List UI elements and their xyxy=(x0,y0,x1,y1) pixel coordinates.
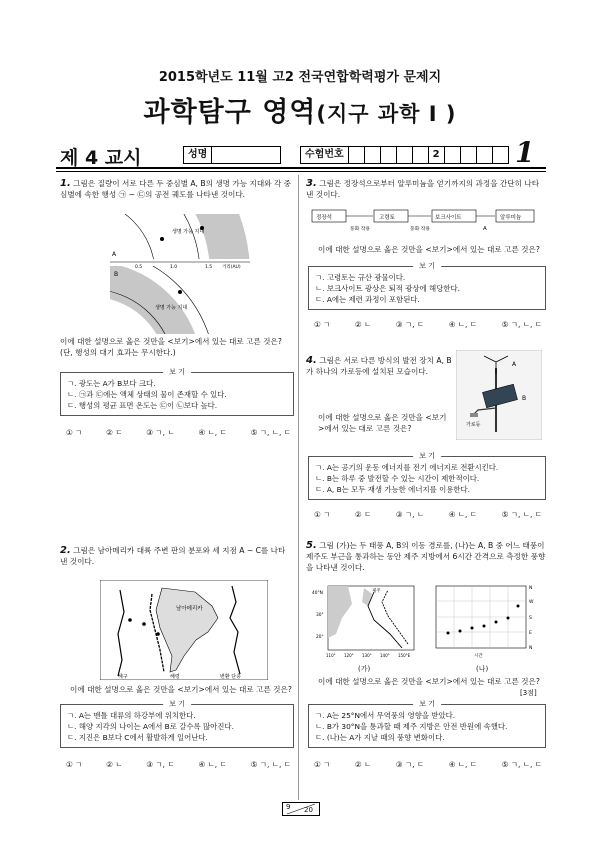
legend-trench: 해구 xyxy=(118,674,128,680)
exam-digit-cell xyxy=(397,147,413,163)
y-label: E xyxy=(529,631,532,636)
south-america-plate-map xyxy=(100,580,268,680)
page-title xyxy=(0,90,600,129)
question-4-prompt: 이에 대한 설명으로 옳은 것만을 <보기>에서 있는 대로 고른 것은? xyxy=(318,413,447,433)
answer-choice[interactable]: ⑤ ㄱ, ㄴ, ㄷ xyxy=(250,428,291,437)
bogi-header: 보 기 xyxy=(163,367,191,378)
bogi-statement: ㄷ. A에는 제련 과정이 포함된다. xyxy=(315,295,420,304)
x-axis-label: 시간 xyxy=(474,654,483,659)
bogi-statement: ㄴ. B는 하루 중 발전할 수 있는 시간이 제한적이다. xyxy=(315,474,480,483)
question-number: 3. xyxy=(306,178,317,189)
question-4-choices xyxy=(314,509,542,520)
figure-caption-b: (나) xyxy=(476,665,489,673)
lat-label: 20° xyxy=(316,635,324,640)
y-label: N xyxy=(529,646,533,651)
lamp-head xyxy=(470,413,478,417)
question-text: 그림은 정장석으로부터 알루미늄을 얻기까지의 과정을 간단히 나타낸 것이다. xyxy=(306,179,540,199)
current-page: 9 xyxy=(286,803,291,811)
lon-label: 140° xyxy=(380,653,390,658)
answer-choice[interactable]: ⑤ ㄱ, ㄴ, ㄷ xyxy=(501,510,542,519)
exam-digit-cell xyxy=(445,147,461,163)
exam-digit-cell: 2 xyxy=(429,147,445,163)
question-2-choices xyxy=(66,759,291,770)
exam-digit-cell xyxy=(477,147,493,163)
question-1-choices xyxy=(66,427,291,438)
point-a-marker xyxy=(128,618,132,622)
figure-caption-a: (가) xyxy=(358,665,371,673)
name-label: 성명 xyxy=(184,147,212,163)
exam-digit-cell xyxy=(365,147,381,163)
bogi-statement: ㄴ. ㉠과 ㉢에는 액체 상태의 물이 존재할 수 있다. xyxy=(67,390,227,399)
bogi-statement: ㄱ. A는 맨틀 대류의 하강부에 위치한다. xyxy=(67,711,196,720)
bogi-statement: ㄴ. 보크사이트 광상은 퇴적 광상에 해당한다. xyxy=(315,284,460,293)
y-label: N xyxy=(529,586,533,591)
zone-label-b: 생명 가능 지대 xyxy=(155,305,188,311)
answer-choice[interactable]: ⑤ ㄱ, ㄴ, ㄷ xyxy=(250,760,291,769)
data-point xyxy=(517,605,520,608)
answer-choice[interactable]: ① ㄱ xyxy=(314,320,331,329)
question-5-bogi-box xyxy=(308,700,546,748)
answer-choice[interactable]: ① ㄱ xyxy=(314,760,331,769)
question-5-prompt: 이에 대한 설명으로 옳은 것만을 <보기>에서 있는 대로 고른 것은? xyxy=(318,677,540,686)
header-rule xyxy=(56,167,546,169)
exam-digit-cell xyxy=(381,147,397,163)
axis-tick: 0.5 xyxy=(135,265,143,270)
answer-choice[interactable]: ③ ㄱ, ㄷ xyxy=(395,760,425,769)
region-label: 남아메리카 xyxy=(176,606,203,612)
flow-step: 알루미늄 xyxy=(500,215,522,221)
question-number: 1. xyxy=(60,178,71,189)
lon-label: 120° xyxy=(344,653,354,658)
question-text: 그림은 질량이 서로 다른 두 중심별 A, B의 생명 가능 지대와 각 중심별에 속한 행성 ㉠ ~ ㉢의 공전 궤도를 나타낸 것이다. xyxy=(60,179,292,199)
exam-digit-cell xyxy=(413,147,429,163)
bogi-statement: ㄱ. 고령토는 규산 광물이다. xyxy=(315,273,406,282)
data-point xyxy=(447,632,450,635)
period-label: 제 4 교시 xyxy=(60,147,142,169)
question-1-bogi-box xyxy=(60,368,294,416)
lamp-label: 가로등 xyxy=(466,422,481,428)
answer-choice[interactable]: ② ㄴ xyxy=(354,760,372,769)
question-4-bogi-box xyxy=(308,452,546,500)
answer-choice[interactable]: ③ ㄱ, ㄷ xyxy=(395,320,425,329)
answer-choice[interactable]: ⑤ ㄱ, ㄴ, ㄷ xyxy=(501,320,542,329)
exam-digit-cell xyxy=(461,147,477,163)
question-1-prompt: 이에 대한 설명으로 옳은 것만을 <보기>에서 있는 대로 고른 것은? (단, 행성의 대기 효과는 무시한다.) xyxy=(60,337,282,357)
flow-arrow-label: A xyxy=(483,226,487,232)
exam-number-box[interactable] xyxy=(300,146,509,164)
point-c-marker xyxy=(156,632,160,636)
answer-choice[interactable]: ② ㄴ xyxy=(106,760,123,769)
answer-choice[interactable]: ④ ㄴ, ㄷ xyxy=(448,510,478,519)
name-box[interactable] xyxy=(183,146,281,164)
answer-choice[interactable]: ① ㄱ xyxy=(314,510,331,519)
y-label: S xyxy=(529,616,532,621)
answer-choice[interactable]: ② ㄷ xyxy=(354,510,372,519)
column-divider xyxy=(298,175,299,800)
question-1-stem xyxy=(60,178,292,200)
bogi-statement: ㄱ. A는 공기의 운동 에너지를 전기 에너지로 전환시킨다. xyxy=(315,463,499,472)
question-3-choices xyxy=(314,319,542,330)
question-4-stem xyxy=(306,355,456,377)
answer-choice[interactable]: ⑤ ㄱ, ㄴ, ㄷ xyxy=(501,760,542,769)
question-2-prompt: 이에 대한 설명으로 옳은 것만을 <보기>에서 있는 대로 고른 것은? xyxy=(70,685,292,694)
data-point xyxy=(507,617,510,620)
aluminum-process-flow xyxy=(310,206,540,238)
question-text: 그림은 남아메리카 대륙 주변 판의 분포와 세 지점 A ~ C를 나타낸 것이다. xyxy=(60,546,286,566)
wind-direction-graph xyxy=(432,584,540,664)
answer-choice[interactable]: ③ ㄱ, ㄴ xyxy=(146,428,175,437)
header-rule-thin xyxy=(56,171,546,172)
axis-tick: 1.5 xyxy=(205,265,213,270)
question-5-choices xyxy=(314,759,542,770)
data-point xyxy=(495,621,498,624)
data-point xyxy=(459,630,462,633)
habitable-zone-figure xyxy=(110,214,250,334)
exam-digit-cell xyxy=(349,147,365,163)
star-label-b: B xyxy=(114,271,119,278)
flow-step: 보크사이트 xyxy=(435,215,462,221)
answer-choice[interactable]: ③ ㄱ, ㄷ xyxy=(146,760,175,769)
bogi-statement: ㄷ. A, B는 모두 재생 가능한 에너지를 이용한다. xyxy=(315,485,470,494)
device-label-b: B xyxy=(522,395,527,402)
planet-marker xyxy=(160,237,164,241)
bogi-statement: ㄴ. B가 30°N을 통과할 때 제주 지방은 안전 반원에 속했다. xyxy=(315,722,508,731)
flow-step: 정장석 xyxy=(316,215,332,221)
typhoon-track-map xyxy=(312,584,422,664)
bogi-header: 보 기 xyxy=(413,699,441,710)
answer-choice[interactable]: ④ ㄴ, ㄷ xyxy=(198,428,227,437)
flow-arrow-label: 풍화 작용 xyxy=(410,227,431,232)
exam-number-label: 수험번호 xyxy=(301,147,349,163)
planet-marker xyxy=(178,290,182,294)
bogi-statement: ㄷ. (나)는 A가 지날 때의 풍향 변화이다. xyxy=(315,733,445,742)
legend-transform: 변환 단층 xyxy=(220,674,241,680)
lat-label: 40°N xyxy=(312,591,323,596)
zone-label-a: 생명 가능 지대 xyxy=(172,229,205,235)
answer-choice[interactable]: ① ㄱ xyxy=(66,428,83,437)
bogi-statement: ㄴ. 해양 지각의 나이는 A에서 B로 갈수록 많아진다. xyxy=(67,722,234,731)
exam-subtitle: 2015학년도 11월 고2 전국연합학력평가 문제지 xyxy=(158,70,442,85)
answer-choice[interactable]: ④ ㄴ, ㄷ xyxy=(198,760,227,769)
answer-choice[interactable]: ② ㄷ xyxy=(106,428,123,437)
page-counter xyxy=(282,802,320,816)
axis-tick: 거리(AU) xyxy=(222,265,241,270)
bogi-header: 보 기 xyxy=(163,699,191,710)
points-label: [3점] xyxy=(520,689,537,697)
lon-label: 150°E xyxy=(398,653,411,658)
bogi-statement: ㄱ. 광도는 A가 B보다 크다. xyxy=(67,379,156,388)
question-5-stem xyxy=(306,540,546,573)
bogi-statement: ㄷ. 지진은 B보다 C에서 활발하게 일어난다. xyxy=(67,733,208,742)
question-text: 그림은 서로 다른 방식의 발전 장치 A, B가 하나의 가로등에 설치된 모습이다. xyxy=(306,356,452,376)
bogi-statement: ㄱ. A는 25°N에서 무역풍의 영향을 받았다. xyxy=(315,711,456,720)
answer-choice[interactable]: ④ ㄴ, ㄷ xyxy=(448,760,478,769)
question-number: 5. xyxy=(306,540,317,551)
y-label: W xyxy=(529,600,534,605)
lon-label: 130° xyxy=(362,653,372,658)
answer-choice[interactable]: ④ ㄴ, ㄷ xyxy=(448,320,478,329)
legend-ridge: 해령 xyxy=(170,674,180,680)
question-2-bogi-box xyxy=(60,700,294,748)
title-main: 과학탐구 영역 xyxy=(143,97,317,128)
question-number: 4. xyxy=(306,355,317,366)
question-3-bogi-box xyxy=(308,262,546,310)
question-2-stem xyxy=(60,545,292,567)
point-b-marker xyxy=(142,622,146,626)
answer-choice[interactable]: ③ ㄱ, ㄴ xyxy=(395,510,425,519)
question-text: 그림 (가)는 두 태풍 A, B의 이동 경로를, (나)는 A, B 중 어느 태풍이 제주도 부근을 통과하는 동안 제주 지방에서 6시간 간격으로 측정한 풍향을 나타낸 것이다. xyxy=(306,541,546,572)
title-sub: (지구 과학 I ) xyxy=(316,102,457,126)
lon-label: 110° xyxy=(326,653,336,658)
question-3-stem xyxy=(306,178,542,200)
flow-step: 고령토 xyxy=(379,215,395,221)
bogi-header: 보 기 xyxy=(413,451,441,462)
star-label-a: A xyxy=(112,251,117,258)
question-number: 2. xyxy=(60,545,71,556)
exam-digit-cell xyxy=(493,147,508,163)
bogi-statement: ㄷ. 행성의 평균 표면 온도는 ㉢이 ㉡보다 높다. xyxy=(67,401,218,410)
flow-arrow-label: 풍화 작용 xyxy=(350,227,371,232)
question-3-prompt: 이에 대한 설명으로 옳은 것만을 <보기>에서 있는 대로 고른 것은? xyxy=(318,245,540,254)
data-point xyxy=(471,627,474,630)
answer-choice[interactable]: ① ㄱ xyxy=(66,760,83,769)
device-label-a: A xyxy=(512,361,517,368)
bogi-header: 보 기 xyxy=(413,261,441,272)
page-number: 1 xyxy=(515,136,535,169)
lat-label: 30° xyxy=(316,613,324,618)
axis-tick: 1.0 xyxy=(170,265,178,270)
place-label: 제주 xyxy=(372,589,381,594)
data-point xyxy=(483,625,486,628)
streetlight-generator-figure xyxy=(456,350,542,440)
answer-choice[interactable]: ② ㄴ xyxy=(354,320,372,329)
total-pages: 20 xyxy=(304,806,313,814)
